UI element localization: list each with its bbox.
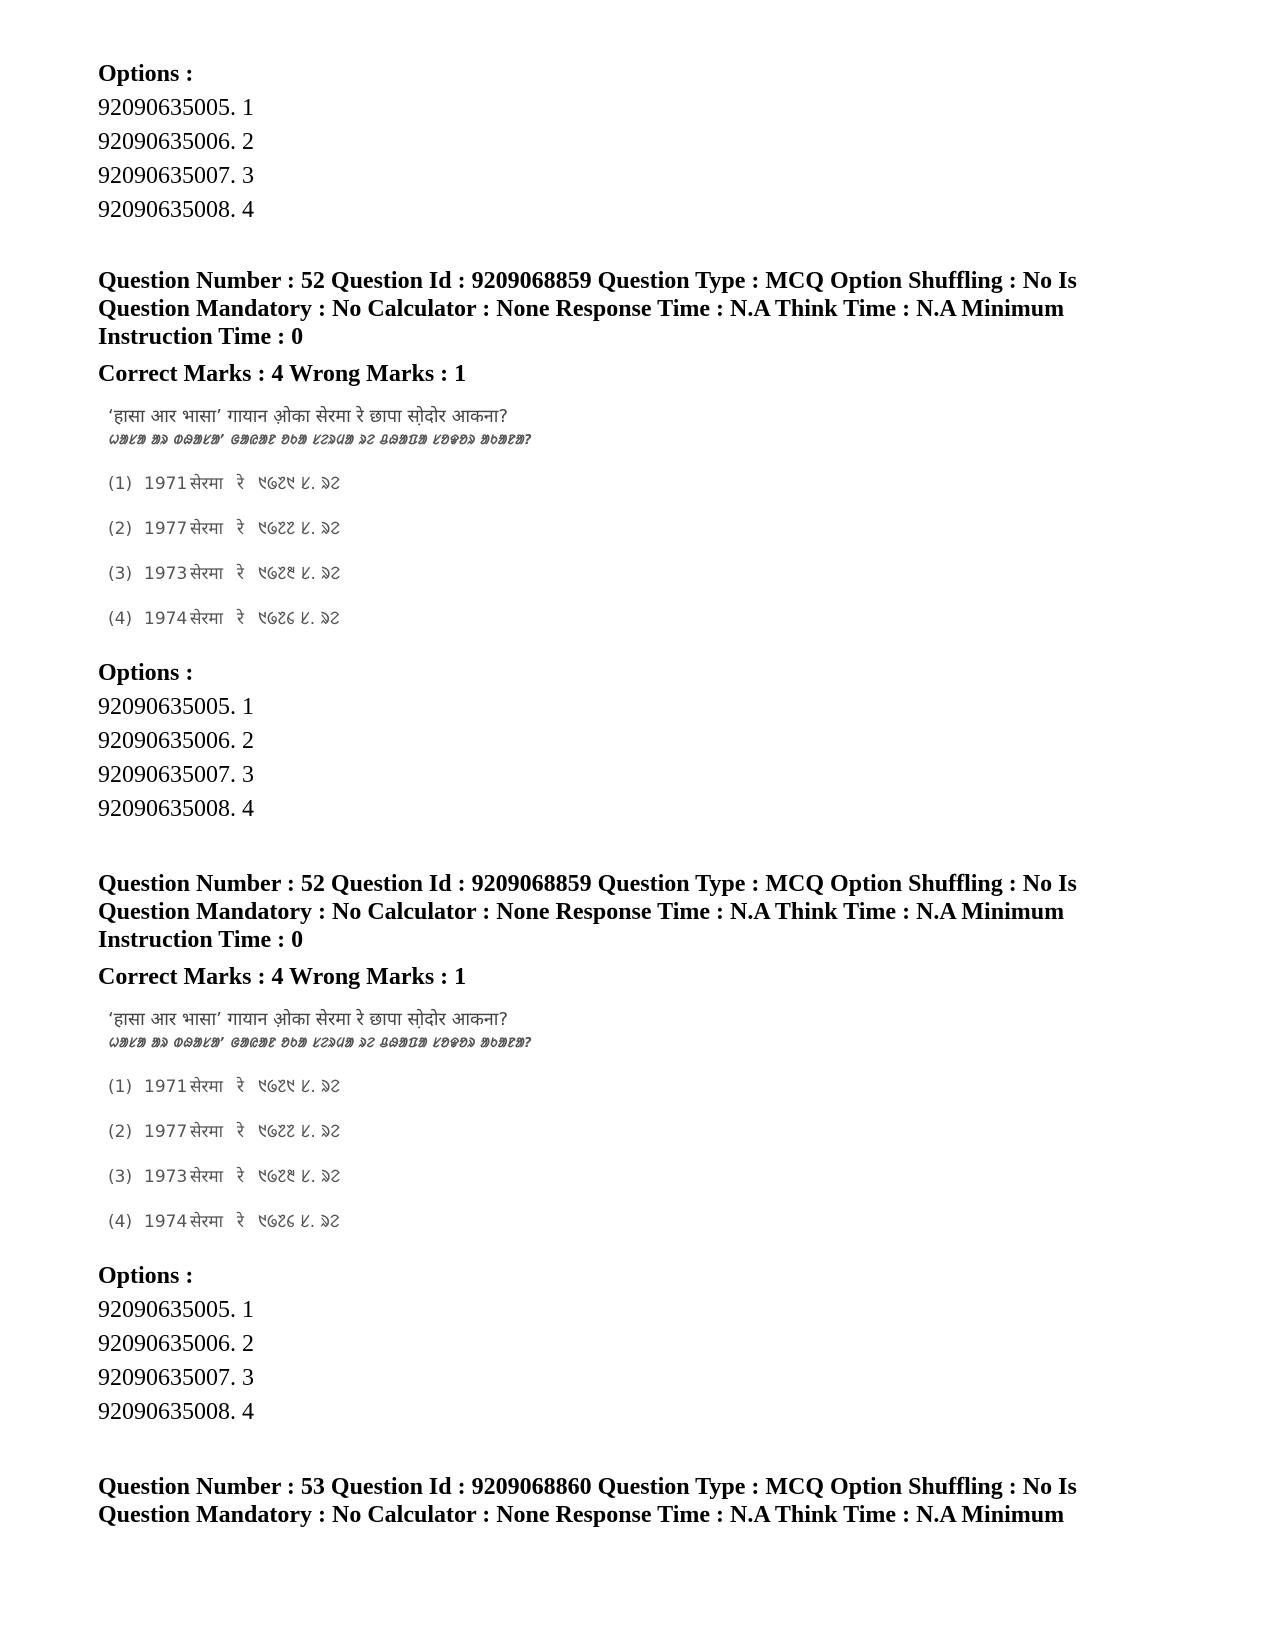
option-item: 92090635005. 1 xyxy=(98,95,254,121)
option-item: 92090635008. 4 xyxy=(98,197,254,223)
question-block xyxy=(98,267,1118,631)
question-block xyxy=(98,870,1118,1234)
option-item: 92090635006. 2 xyxy=(98,129,254,155)
options-block xyxy=(98,1260,1118,1429)
option-item: 92090635007. 3 xyxy=(98,163,254,189)
question-image xyxy=(108,1006,1118,1234)
choice-item: (2) 1977 सेरमा रे ᱑᱙᱗᱗ ᱥ. ᱨᱮ xyxy=(108,1122,341,1142)
option-item: 92090635005. 1 xyxy=(98,1297,254,1323)
option-item: 92090635007. 3 xyxy=(98,1365,254,1391)
choice-item: (4) 1974 सेरमा रे ᱑᱙᱗᱔ ᱥ. ᱨᱮ xyxy=(108,609,340,629)
question-meta: Question Number : 52 Question Id : 9209068859 Question Type : MCQ Option Shuffling : No Is Question Mandatory : No Calculator : None Response Time : N.A Think Time : N.A Minimum Instruction Time : 0 xyxy=(98,871,1077,953)
question-meta: Question Number : 53 Question Id : 9209068860 Question Type : MCQ Option Shuffling : No Is Question Mandatory : No Calculator : None Response Time : N.A Think Time : N.A Minimum xyxy=(98,1474,1077,1528)
choice-item: (3) 1973 सेरमा रे ᱑᱙᱗᱓ ᱥ. ᱨᱮ xyxy=(108,1167,341,1187)
question-text-hindi: ‘हासा आर भासा’ गायान ओ़का सेरमा रे छापा सो़दोर आकना? xyxy=(108,406,509,427)
options-label: Options : xyxy=(98,660,194,686)
marks-line: Correct Marks : 4 Wrong Marks : 1 xyxy=(98,361,467,387)
choice-item: (4) 1974 सेरमा रे ᱑᱙᱗᱔ ᱥ. ᱨᱮ xyxy=(108,1212,340,1232)
document-page xyxy=(98,58,1118,1529)
option-item: 92090635005. 1 xyxy=(98,694,254,720)
options-block xyxy=(98,657,1118,826)
choice-item: (2) 1977 सेरमा रे ᱑᱙᱗᱗ ᱥ. ᱨᱮ xyxy=(108,519,341,539)
question-meta: Question Number : 52 Question Id : 9209068859 Question Type : MCQ Option Shuffling : No Is Question Mandatory : No Calculator : None Response Time : N.A Think Time : N.A Minimum Instruction Time : 0 xyxy=(98,268,1077,350)
option-item: 92090635006. 2 xyxy=(98,728,254,754)
choice-item: (1) 1971 सेरमा रे ᱑᱙᱗᱑ ᱥ. ᱨᱮ xyxy=(108,474,341,494)
choice-item: (1) 1971 सेरमा रे ᱑᱙᱗᱑ ᱥ. ᱨᱮ xyxy=(108,1077,341,1097)
marks-line: Correct Marks : 4 Wrong Marks : 1 xyxy=(98,964,467,990)
option-item: 92090635006. 2 xyxy=(98,1331,254,1357)
question-text-olchiki: ᱦᱟᱥᱟ ᱟᱨ ᱵᱷᱟᱥᱟ’ ᱜᱟᱭᱟᱱ ᱚᱠᱟ ᱥᱮᱨᱢᱟ ᱨᱮ ᱪᱷᱟᱯᱟ ᱥᱚᱫᱚᱨ ᱟᱠᱟᱱᱟ? xyxy=(108,1036,533,1051)
option-item: 92090635008. 4 xyxy=(98,1399,254,1425)
question-text-olchiki: ᱦᱟᱥᱟ ᱟᱨ ᱵᱷᱟᱥᱟ’ ᱜᱟᱭᱟᱱ ᱚᱠᱟ ᱥᱮᱨᱢᱟ ᱨᱮ ᱪᱷᱟᱯᱟ ᱥᱚᱫᱚᱨ ᱟᱠᱟᱱᱟ? xyxy=(108,433,533,448)
options-label: Options : xyxy=(98,61,194,87)
question-block xyxy=(98,1473,1118,1529)
options-block xyxy=(98,58,1118,227)
options-label: Options : xyxy=(98,1263,194,1289)
question-text-hindi: ‘हासा आर भासा’ गायान ओ़का सेरमा रे छापा सो़दोर आकना? xyxy=(108,1009,509,1030)
choice-item: (3) 1973 सेरमा रे ᱑᱙᱗᱓ ᱥ. ᱨᱮ xyxy=(108,564,341,584)
option-item: 92090635008. 4 xyxy=(98,796,254,822)
option-item: 92090635007. 3 xyxy=(98,762,254,788)
question-image xyxy=(108,403,1118,631)
